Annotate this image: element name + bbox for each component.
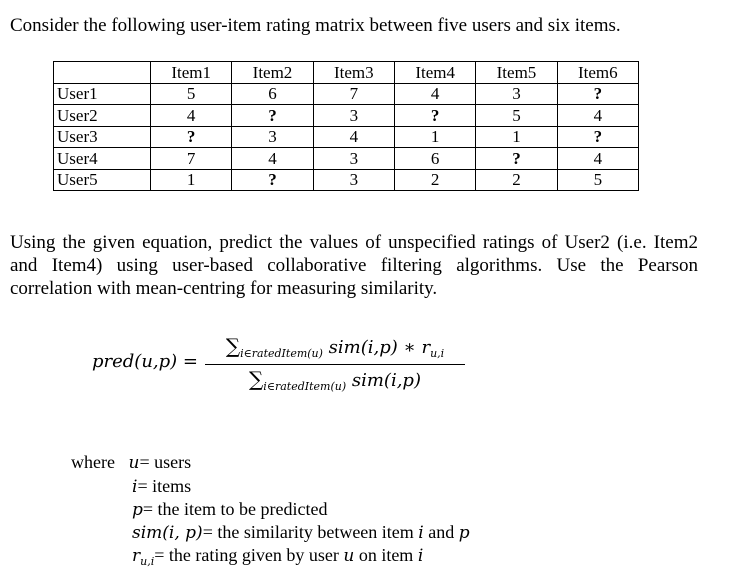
rating-cell: 3 bbox=[313, 169, 394, 191]
def-text: = users bbox=[139, 452, 192, 472]
rating-cell: 2 bbox=[476, 169, 557, 191]
rating-cell: ? bbox=[394, 105, 475, 127]
def-text: = items bbox=[137, 476, 192, 496]
definition-item bbox=[132, 499, 327, 520]
def-symbol: u bbox=[128, 453, 140, 473]
rating-cell: 5 bbox=[557, 169, 638, 191]
formula-denominator bbox=[205, 367, 465, 393]
row-header: User4 bbox=[54, 148, 151, 170]
def-text: = the item to be predicted bbox=[142, 499, 328, 519]
rating-cell: ? bbox=[476, 148, 557, 170]
table-row bbox=[54, 169, 639, 191]
def-symbol: i bbox=[417, 546, 424, 566]
table-row bbox=[54, 148, 639, 170]
fraction-line bbox=[205, 364, 465, 365]
where-label: where u= users bbox=[71, 452, 192, 473]
table-header-row bbox=[54, 62, 639, 84]
def-symbol: r bbox=[132, 546, 141, 566]
column-header: Item3 bbox=[313, 62, 394, 84]
rating-cell: 7 bbox=[151, 148, 232, 170]
formula-lhs: pred(u,p) = bbox=[92, 351, 198, 372]
sum-subscript: i∈ratedItem(u) bbox=[263, 380, 347, 393]
definition-item bbox=[132, 522, 470, 543]
def-text: = the rating given by user bbox=[154, 545, 344, 565]
rating-cell: 6 bbox=[394, 148, 475, 170]
def-symbol: p bbox=[132, 500, 143, 520]
def-text: = the similarity between item bbox=[202, 522, 419, 542]
rating-cell: 3 bbox=[313, 148, 394, 170]
table-row bbox=[54, 105, 639, 127]
rating-cell: 3 bbox=[313, 105, 394, 127]
rating-cell: 7 bbox=[313, 83, 394, 105]
row-header: User1 bbox=[54, 83, 151, 105]
rating-cell: 1 bbox=[151, 169, 232, 191]
definition-item bbox=[132, 476, 191, 497]
sum-subscript: i∈ratedItem(u) bbox=[240, 347, 323, 360]
numerator-subscript: u,i bbox=[430, 347, 445, 360]
rating-cell: 4 bbox=[313, 126, 394, 148]
def-symbol: p bbox=[458, 523, 470, 543]
sum-symbol: ∑ bbox=[225, 334, 241, 358]
rating-cell: ? bbox=[232, 105, 313, 127]
def-symbol: i bbox=[132, 477, 138, 497]
row-header: User5 bbox=[54, 169, 151, 191]
rating-cell: 1 bbox=[394, 126, 475, 148]
rating-cell: 4 bbox=[151, 105, 232, 127]
rating-cell: 6 bbox=[232, 83, 313, 105]
def-text: and bbox=[423, 522, 459, 542]
rating-cell: 5 bbox=[476, 105, 557, 127]
rating-cell: 4 bbox=[557, 148, 638, 170]
numerator-term: sim(i,p) ∗ r bbox=[328, 337, 431, 358]
column-header: Item5 bbox=[476, 62, 557, 84]
corner-cell bbox=[54, 62, 151, 84]
definition-item bbox=[132, 545, 423, 568]
row-header: User3 bbox=[54, 126, 151, 148]
rating-cell: 5 bbox=[151, 83, 232, 105]
def-symbol-subscript: u,i bbox=[140, 555, 155, 568]
rating-cell: 3 bbox=[476, 83, 557, 105]
def-text: on item bbox=[354, 545, 418, 565]
row-header: User2 bbox=[54, 105, 151, 127]
sum-symbol: ∑ bbox=[249, 367, 264, 391]
column-header: Item6 bbox=[557, 62, 638, 84]
rating-cell: 1 bbox=[476, 126, 557, 148]
rating-cell: 3 bbox=[232, 126, 313, 148]
denominator-term: sim(i,p) bbox=[351, 370, 421, 391]
rating-cell: ? bbox=[557, 83, 638, 105]
rating-cell: ? bbox=[151, 126, 232, 148]
rating-cell: ? bbox=[232, 169, 313, 191]
def-symbol: sim(i, p) bbox=[132, 523, 203, 543]
rating-cell: ? bbox=[557, 126, 638, 148]
rating-cell: 2 bbox=[394, 169, 475, 191]
column-header: Item4 bbox=[394, 62, 475, 84]
rating-matrix bbox=[53, 61, 639, 191]
table-row bbox=[54, 126, 639, 148]
column-header: Item2 bbox=[232, 62, 313, 84]
formula-numerator bbox=[205, 334, 465, 360]
intro-text: Consider the following user-item rating matrix between five users and six items. bbox=[10, 15, 621, 36]
task-paragraph: Using the given equation, predict the values of unspecified ratings of User2 (i.e. Item2 and Item4) using user-based collaborative filtering algorithms. Use the Pearson correlation with mean-centring for measuring similarity. bbox=[10, 232, 698, 299]
rating-cell: 4 bbox=[394, 83, 475, 105]
column-header: Item1 bbox=[151, 62, 232, 84]
def-symbol: i bbox=[418, 523, 424, 543]
table-row bbox=[54, 83, 639, 105]
rating-cell: 4 bbox=[557, 105, 638, 127]
rating-cell: 4 bbox=[232, 148, 313, 170]
def-symbol: u bbox=[343, 546, 355, 566]
